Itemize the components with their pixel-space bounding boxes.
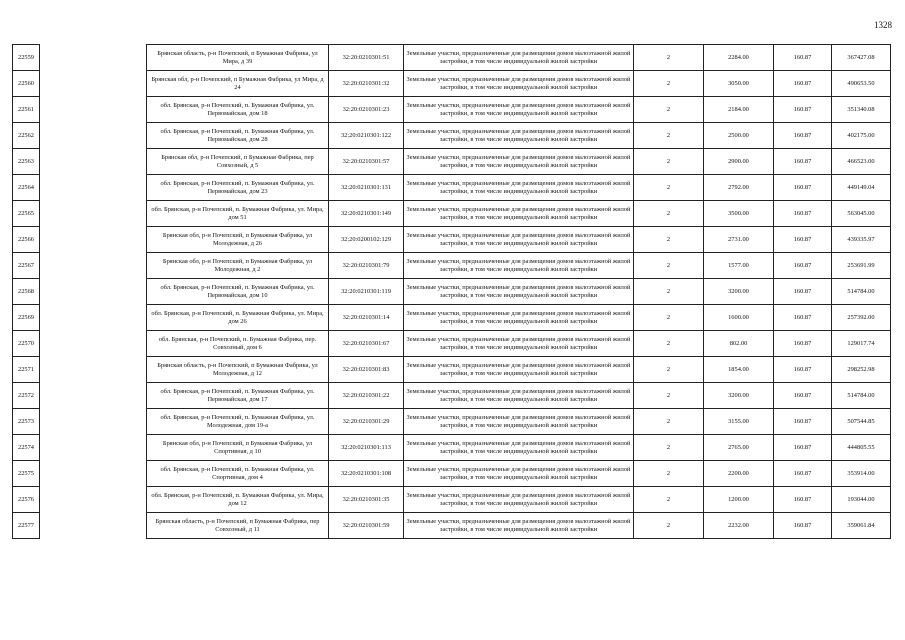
cadastral-number-cell: 32:20:0210301:23 (329, 97, 404, 123)
cadastral-number-cell: 32:20:0210301:32 (329, 71, 404, 97)
cadastral-number-cell: 32:20:0210301:67 (329, 331, 404, 357)
area-cell: 3500.00 (704, 201, 774, 227)
land-use-cell: Земельные участки, предназначенные для размещения домов малоэтажной жилой застройки, в том числе индивидуальной жилой застройки (404, 331, 634, 357)
blank-cell (40, 279, 147, 305)
table-row (13, 253, 891, 279)
blank-cell (40, 331, 147, 357)
row-number-cell: 22570 (13, 331, 40, 357)
blank-cell (40, 149, 147, 175)
area-cell: 2500.00 (704, 123, 774, 149)
table-row (13, 201, 891, 227)
blank-cell (40, 435, 147, 461)
row-number-cell: 22561 (13, 97, 40, 123)
category-cell: 2 (634, 383, 704, 409)
land-use-cell: Земельные участки, предназначенные для размещения домов малоэтажной жилой застройки, в том числе индивидуальной жилой застройки (404, 97, 634, 123)
area-cell: 2765.00 (704, 435, 774, 461)
blank-cell (40, 71, 147, 97)
land-use-cell: Земельные участки, предназначенные для размещения домов малоэтажной жилой застройки, в том числе индивидуальной жилой застройки (404, 253, 634, 279)
area-cell: 2284.00 (704, 45, 774, 71)
specific-value-cell: 160.87 (774, 513, 832, 539)
area-cell: 2900.00 (704, 149, 774, 175)
table-row (13, 461, 891, 487)
table-row (13, 227, 891, 253)
category-cell: 2 (634, 305, 704, 331)
cadastral-number-cell: 32:20:0210301:57 (329, 149, 404, 175)
cadastral-value-cell: 257392.00 (832, 305, 891, 331)
table-row (13, 279, 891, 305)
area-cell: 3155.00 (704, 409, 774, 435)
specific-value-cell: 160.87 (774, 305, 832, 331)
cadastral-value-cell: 253691.99 (832, 253, 891, 279)
cadastral-value-cell: 466523.00 (832, 149, 891, 175)
cadastral-number-cell: 32:20:0210301:22 (329, 383, 404, 409)
category-cell: 2 (634, 435, 704, 461)
area-cell: 3200.00 (704, 383, 774, 409)
area-cell: 2232.00 (704, 513, 774, 539)
table-row (13, 149, 891, 175)
cadastral-value-cell: 514784.00 (832, 383, 891, 409)
blank-cell (40, 227, 147, 253)
land-use-cell: Земельные участки, предназначенные для размещения домов малоэтажной жилой застройки, в том числе индивидуальной жилой застройки (404, 513, 634, 539)
address-cell: обл. Брянская, р-н Почепский, п. Бумажная Фабрика, ул. Молодежная, дом 19-а (147, 409, 329, 435)
address-cell: обл. Брянская, р-н Почепский, п. Бумажная Фабрика, пер. Совхозный, дом 6 (147, 331, 329, 357)
page-number: 1328 (874, 20, 892, 30)
row-number-cell: 22559 (13, 45, 40, 71)
cadastral-number-cell: 32:20:0210301:108 (329, 461, 404, 487)
cadastral-number-cell: 32:20:0210301:35 (329, 487, 404, 513)
cadastral-value-cell: 449149.04 (832, 175, 891, 201)
table-body (13, 45, 891, 539)
address-cell: Брянская обл, р-н Почепский, п Бумажная Фабрика, ул Мира, д 24 (147, 71, 329, 97)
specific-value-cell: 160.87 (774, 227, 832, 253)
table-row (13, 487, 891, 513)
cadastral-value-cell: 444805.55 (832, 435, 891, 461)
land-use-cell: Земельные участки, предназначенные для размещения домов малоэтажной жилой застройки, в том числе индивидуальной жилой застройки (404, 279, 634, 305)
blank-cell (40, 305, 147, 331)
table-row (13, 383, 891, 409)
category-cell: 2 (634, 461, 704, 487)
address-cell: обл. Брянская, р-н Почепский, п. Бумажная Фабрика, ул. Первомайская, дом 28 (147, 123, 329, 149)
cadastral-number-cell: 32:20:0210301:51 (329, 45, 404, 71)
category-cell: 2 (634, 149, 704, 175)
land-use-cell: Земельные участки, предназначенные для размещения домов малоэтажной жилой застройки, в том числе индивидуальной жилой застройки (404, 409, 634, 435)
area-cell: 1854.00 (704, 357, 774, 383)
cadastral-number-cell: 32:20:0210301:119 (329, 279, 404, 305)
blank-cell (40, 357, 147, 383)
row-number-cell: 22562 (13, 123, 40, 149)
table-row (13, 357, 891, 383)
category-cell: 2 (634, 253, 704, 279)
area-cell: 3050.00 (704, 71, 774, 97)
cadastral-number-cell: 32:20:0210301:79 (329, 253, 404, 279)
cadastral-value-cell: 439335.97 (832, 227, 891, 253)
cadastral-value-cell: 563045.00 (832, 201, 891, 227)
row-number-cell: 22560 (13, 71, 40, 97)
land-use-cell: Земельные участки, предназначенные для размещения домов малоэтажной жилой застройки, в том числе индивидуальной жилой застройки (404, 305, 634, 331)
row-number-cell: 22576 (13, 487, 40, 513)
specific-value-cell: 160.87 (774, 97, 832, 123)
row-number-cell: 22574 (13, 435, 40, 461)
category-cell: 2 (634, 45, 704, 71)
address-cell: Брянская обл, р-н Почепский, п Бумажная Фабрика, ул Молодежная, д 26 (147, 227, 329, 253)
table-row (13, 175, 891, 201)
specific-value-cell: 160.87 (774, 45, 832, 71)
row-number-cell: 22573 (13, 409, 40, 435)
specific-value-cell: 160.87 (774, 279, 832, 305)
table-row (13, 45, 891, 71)
address-cell: Брянская область, р-н Почепский, п Бумажная Фабрика, ул Мира, д 39 (147, 45, 329, 71)
specific-value-cell: 160.87 (774, 435, 832, 461)
cadastral-number-cell: 32:20:0210301:83 (329, 357, 404, 383)
area-cell: 3200.00 (704, 279, 774, 305)
table-row (13, 305, 891, 331)
cadastral-number-cell: 32:20:0210301:122 (329, 123, 404, 149)
cadastral-value-cell: 193044.00 (832, 487, 891, 513)
specific-value-cell: 160.87 (774, 383, 832, 409)
category-cell: 2 (634, 227, 704, 253)
specific-value-cell: 160.87 (774, 123, 832, 149)
address-cell: обл. Брянская, р-н Почепский, п. Бумажная Фабрика, ул. Мира, дом 12 (147, 487, 329, 513)
land-use-cell: Земельные участки, предназначенные для размещения домов малоэтажной жилой застройки, в том числе индивидуальной жилой застройки (404, 487, 634, 513)
table-row (13, 331, 891, 357)
address-cell: обл. Брянская, р-н Почепский, п. Бумажная Фабрика, ул. Мира, дом 51 (147, 201, 329, 227)
address-cell: обл. Брянская, р-н Почепский, п. Бумажная Фабрика, ул. Первомайская, дом 17 (147, 383, 329, 409)
row-number-cell: 22565 (13, 201, 40, 227)
cadastral-number-cell: 32:20:0210301:59 (329, 513, 404, 539)
blank-cell (40, 123, 147, 149)
specific-value-cell: 160.87 (774, 149, 832, 175)
specific-value-cell: 160.87 (774, 253, 832, 279)
land-use-cell: Земельные участки, предназначенные для размещения домов малоэтажной жилой застройки, в том числе индивидуальной жилой застройки (404, 175, 634, 201)
category-cell: 2 (634, 513, 704, 539)
specific-value-cell: 160.87 (774, 331, 832, 357)
blank-cell (40, 383, 147, 409)
address-cell: Брянская область, р-н Почепский, п Бумажная Фабрика, ул Молодежная, д 12 (147, 357, 329, 383)
land-use-cell: Земельные участки, предназначенные для размещения домов малоэтажной жилой застройки, в том числе индивидуальной жилой застройки (404, 383, 634, 409)
table-row (13, 435, 891, 461)
land-use-cell: Земельные участки, предназначенные для размещения домов малоэтажной жилой застройки, в том числе индивидуальной жилой застройки (404, 357, 634, 383)
blank-cell (40, 45, 147, 71)
address-cell: обл. Брянская, р-н Почепский, п. Бумажная Фабрика, ул. Первомайская, дом 10 (147, 279, 329, 305)
cadastral-value-cell: 353914.00 (832, 461, 891, 487)
cadastral-number-cell: 32:20:0210301:29 (329, 409, 404, 435)
land-use-cell: Земельные участки, предназначенные для размещения домов малоэтажной жилой застройки, в том числе индивидуальной жилой застройки (404, 461, 634, 487)
cadastral-value-cell: 359061.84 (832, 513, 891, 539)
specific-value-cell: 160.87 (774, 409, 832, 435)
address-cell: Брянская обл, р-н Почепский, п Бумажная Фабрика, ул Молодежная, д 2 (147, 253, 329, 279)
area-cell: 2184.00 (704, 97, 774, 123)
row-number-cell: 22572 (13, 383, 40, 409)
blank-cell (40, 461, 147, 487)
blank-cell (40, 409, 147, 435)
area-cell: 1200.00 (704, 487, 774, 513)
area-cell: 2731.00 (704, 227, 774, 253)
category-cell: 2 (634, 331, 704, 357)
cadastral-number-cell: 32:20:0210301:14 (329, 305, 404, 331)
category-cell: 2 (634, 357, 704, 383)
table-row (13, 71, 891, 97)
row-number-cell: 22568 (13, 279, 40, 305)
address-cell: обл. Брянская, р-н Почепский, п. Бумажная Фабрика, ул. Спортивная, дом 4 (147, 461, 329, 487)
address-cell: Брянская обл, р-н Почепский, п Бумажная Фабрика, ул Спортивная, д 10 (147, 435, 329, 461)
table-row (13, 513, 891, 539)
land-use-cell: Земельные участки, предназначенные для размещения домов малоэтажной жилой застройки, в том числе индивидуальной жилой застройки (404, 123, 634, 149)
cadastral-value-cell: 490653.50 (832, 71, 891, 97)
specific-value-cell: 160.87 (774, 461, 832, 487)
cadastral-number-cell: 32:20:0210301:149 (329, 201, 404, 227)
category-cell: 2 (634, 71, 704, 97)
row-number-cell: 22575 (13, 461, 40, 487)
cadastral-value-cell: 298252.98 (832, 357, 891, 383)
land-use-cell: Земельные участки, предназначенные для размещения домов малоэтажной жилой застройки, в том числе индивидуальной жилой застройки (404, 71, 634, 97)
land-use-cell: Земельные участки, предназначенные для размещения домов малоэтажной жилой застройки, в том числе индивидуальной жилой застройки (404, 435, 634, 461)
land-use-cell: Земельные участки, предназначенные для размещения домов малоэтажной жилой застройки, в том числе индивидуальной жилой застройки (404, 45, 634, 71)
category-cell: 2 (634, 487, 704, 513)
table-row (13, 409, 891, 435)
land-use-cell: Земельные участки, предназначенные для размещения домов малоэтажной жилой застройки, в том числе индивидуальной жилой застройки (404, 201, 634, 227)
address-cell: Брянская обл, р-н Почепский, п Бумажная Фабрика, пер Совхозный, д 5 (147, 149, 329, 175)
cadastral-value-cell: 402175.00 (832, 123, 891, 149)
specific-value-cell: 160.87 (774, 357, 832, 383)
category-cell: 2 (634, 279, 704, 305)
cadastral-value-cell: 351340.08 (832, 97, 891, 123)
area-cell: 2200.00 (704, 461, 774, 487)
address-cell: обл. Брянская, р-н Почепский, п. Бумажная Фабрика, ул. Первомайская, дом 23 (147, 175, 329, 201)
row-number-cell: 22569 (13, 305, 40, 331)
category-cell: 2 (634, 123, 704, 149)
table-row (13, 123, 891, 149)
cadastral-value-cell: 507544.85 (832, 409, 891, 435)
cadastral-number-cell: 32:20:0200102:129 (329, 227, 404, 253)
area-cell: 2792.00 (704, 175, 774, 201)
blank-cell (40, 201, 147, 227)
specific-value-cell: 160.87 (774, 175, 832, 201)
specific-value-cell: 160.87 (774, 201, 832, 227)
blank-cell (40, 97, 147, 123)
blank-cell (40, 253, 147, 279)
address-cell: обл. Брянская, р-н Почепский, п. Бумажная Фабрика, ул. Мира, дом 26 (147, 305, 329, 331)
cadastral-number-cell: 32:20:0210301:113 (329, 435, 404, 461)
address-cell: Брянская область, р-н Почепский, п Бумажная Фабрика, пер Совхозный, д 11 (147, 513, 329, 539)
blank-cell (40, 513, 147, 539)
specific-value-cell: 160.87 (774, 71, 832, 97)
area-cell: 1600.00 (704, 305, 774, 331)
specific-value-cell: 160.87 (774, 487, 832, 513)
cadastral-value-cell: 514784.00 (832, 279, 891, 305)
cadastral-register-table (12, 44, 891, 539)
area-cell: 802.00 (704, 331, 774, 357)
blank-cell (40, 175, 147, 201)
cadastral-value-cell: 129017.74 (832, 331, 891, 357)
row-number-cell: 22563 (13, 149, 40, 175)
row-number-cell: 22571 (13, 357, 40, 383)
cadastral-value-cell: 367427.08 (832, 45, 891, 71)
category-cell: 2 (634, 175, 704, 201)
category-cell: 2 (634, 201, 704, 227)
row-number-cell: 22564 (13, 175, 40, 201)
category-cell: 2 (634, 409, 704, 435)
category-cell: 2 (634, 97, 704, 123)
land-use-cell: Земельные участки, предназначенные для размещения домов малоэтажной жилой застройки, в том числе индивидуальной жилой застройки (404, 149, 634, 175)
table-row (13, 97, 891, 123)
blank-cell (40, 487, 147, 513)
row-number-cell: 22567 (13, 253, 40, 279)
area-cell: 1577.00 (704, 253, 774, 279)
cadastral-number-cell: 32:20:0210301:131 (329, 175, 404, 201)
row-number-cell: 22577 (13, 513, 40, 539)
row-number-cell: 22566 (13, 227, 40, 253)
address-cell: обл. Брянская, р-н Почепский, п. Бумажная Фабрика, ул. Первомайская, дом 18 (147, 97, 329, 123)
land-use-cell: Земельные участки, предназначенные для размещения домов малоэтажной жилой застройки, в том числе индивидуальной жилой застройки (404, 227, 634, 253)
